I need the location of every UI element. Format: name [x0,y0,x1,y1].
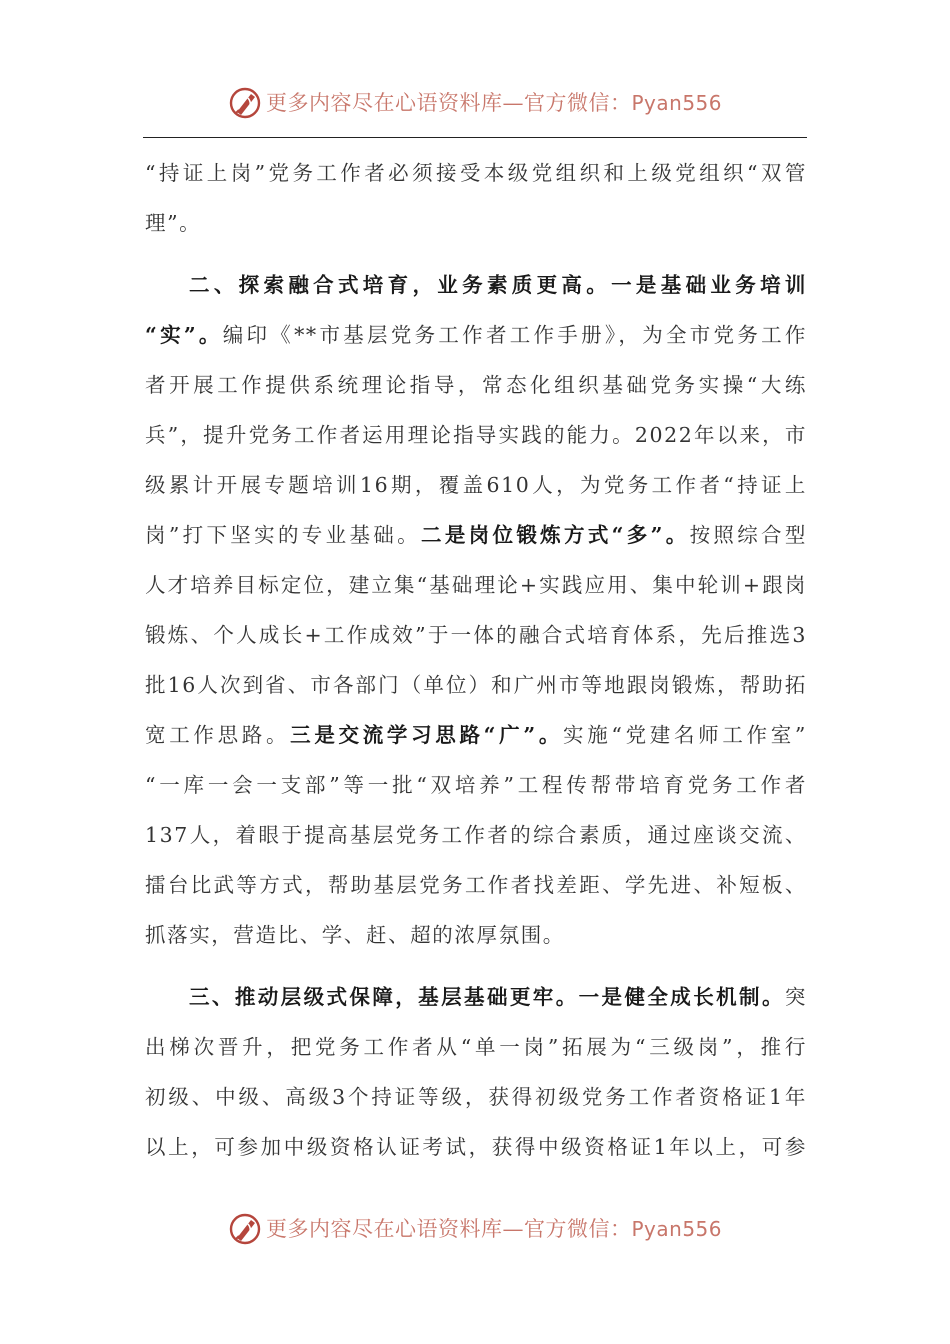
footer-brand-text: 更多内容尽在心语资料库—官方微信：Pyan556 [266,1217,723,1241]
text-line: 理”。 [145,211,202,235]
text-line: 者开展工作提供系统理论指导，常态化组织基础党务实操“大练 [145,373,807,397]
text-line: 人才培养目标定位，建立集“基础理论+实践应用、集中轮训+跟岗 [145,573,807,597]
pen-logo-icon [228,86,262,120]
text-line: “实”。编印《**市基层党务工作者工作手册》，为全市党务工作 [145,323,807,347]
text-line: “持证上岗”党务工作者必须接受本级党组织和上级党组织“双管 [145,161,807,185]
text-line: 岗”打下坚实的专业基础。二是岗位锻炼方式“多”。按照综合型 [145,523,807,547]
pen-logo-icon [228,1212,262,1246]
text-line: 抓落实，营造比、学、赶、超的浓厚氛围。 [145,923,565,947]
text-line: 级累计开展专题培训16期，覆盖610人，为党务工作者“持证上 [145,473,807,497]
header-wechat-id: Pyan556 [631,91,723,115]
text-line: 擂台比武等方式，帮助基层党务工作者找差距、学先进、补短板、 [145,873,807,897]
text-line: 初级、中级、高级3个持证等级，获得初级党务工作者资格证1年 [145,1085,807,1109]
text-line: 批16人次到省、市各部门（单位）和广州市等地跟岗锻炼，帮助拓 [145,673,807,697]
section-heading-2: 二、探索融合式培育，业务素质更高。一是基础业务培训 [189,273,807,297]
text-line: 137人，着眼于提高基层党务工作者的综合素质，通过座谈交流、 [145,823,807,847]
header-brand-text: 更多内容尽在心语资料库—官方微信：Pyan556 [266,91,723,115]
document-body [145,148,807,1172]
text-line: 兵”，提升党务工作者运用理论指导实践的能力。2022年以来，市 [145,423,807,447]
footer-banner [0,1210,950,1250]
header-divider [143,137,807,138]
footer-wechat-id: Pyan556 [631,1217,723,1241]
text-line: 以上，可参加中级资格认证考试，获得中级资格证1年以上，可参 [145,1135,807,1159]
text-line: 出梯次晋升，把党务工作者从“单一岗”拓展为“三级岗”，推行 [145,1035,807,1059]
text-line: 宽工作思路。三是交流学习思路“广”。实施“党建名师工作室” [145,723,807,747]
text-line: 锻炼、个人成长+工作成效”于一体的融合式培育体系，先后推选3 [145,623,807,647]
text-line: “一库一会一支部”等一批“双培养”工程传帮带培育党务工作者 [145,773,807,797]
section-heading-3: 三、推动层级式保障，基层基础更牢。一是健全成长机制。突 [189,985,807,1009]
header-banner [0,84,950,124]
